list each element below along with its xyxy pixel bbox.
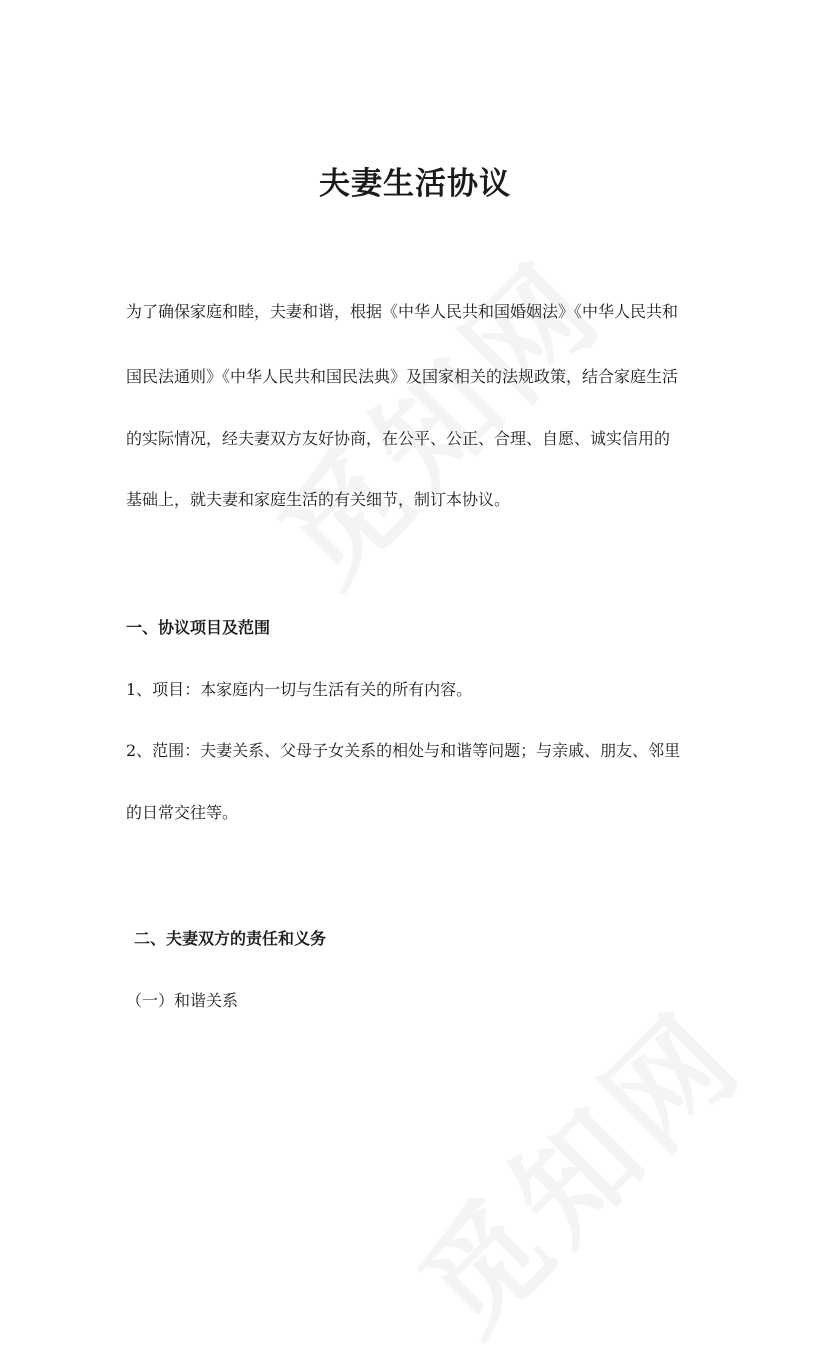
intro-line-2: 国民法通则》《中华人民共和国民法典》及国家相关的法规政策，结合家庭生活 (126, 367, 679, 386)
section-2-heading: 二、夫妻双方的责任和义务 (134, 929, 327, 948)
section-1-heading: 一、协议项目及范围 (126, 618, 271, 637)
section-1-item-2-line-2: 的日常交往等。 (126, 803, 239, 822)
watermark (376, 967, 773, 1364)
document-title: 夫妻生活协议 (319, 166, 511, 202)
section-1-item-2-line-1: 2、范围：夫妻关系、父母子女关系的相处与和谐等问题；与亲戚、朋友、邻里 (126, 741, 681, 760)
intro-line-1: 为了确保家庭和睦，夫妻和谐，根据《中华人民共和国婚姻法》《中华人民共和 (126, 302, 679, 321)
intro-line-3: 的实际情况，经夫妻双方友好协商，在公平、公正、合理、自愿、诚实信用的 (126, 429, 671, 448)
section-1-item-1: 1、项目：本家庭内一切与生活有关的所有内容。 (126, 680, 473, 699)
intro-line-4: 基础上，就夫妻和家庭生活的有关细节，制订本协议。 (126, 490, 511, 509)
watermark (236, 217, 633, 614)
section-2-subheading-1: （一）和谐关系 (126, 991, 239, 1010)
